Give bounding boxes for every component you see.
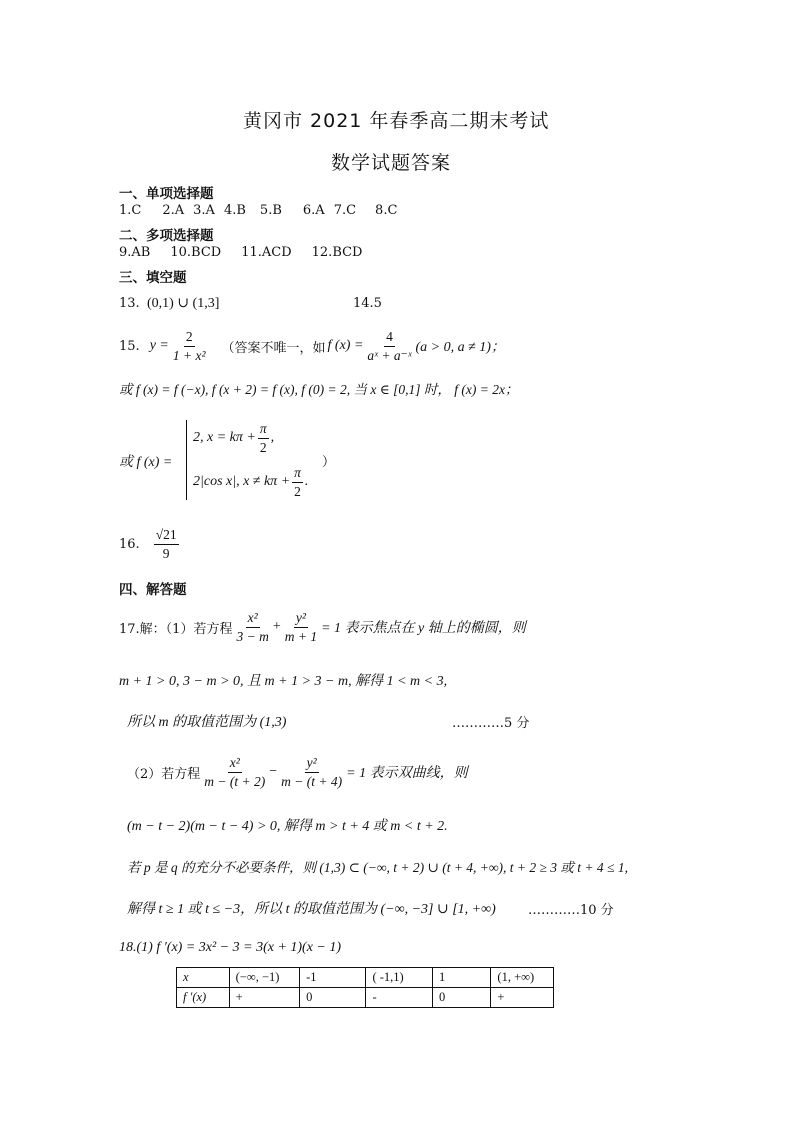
pi-over-two	[292, 465, 303, 500]
score-10: …………10 分	[528, 903, 614, 918]
table-cell: 0	[300, 988, 366, 1008]
answer-item: 3.A	[193, 203, 215, 218]
table-cell: (1, +∞)	[491, 968, 554, 988]
table-cell: (−∞, −1)	[229, 968, 299, 988]
multi-choice-answers	[119, 245, 362, 260]
q17-line6: 若 p 是 q 的充分不必要条件，则 (1,3) ⊂ (−∞, t + 2) ∪ (t + 4, +∞), t + 2 ≥ 3 或 t + 4 ≤ 1,	[127, 860, 628, 875]
q17-line7: 解得 t ≥ 1 或 t ≤ −3，所以 t 的取值范围为 (−∞, −3] ∪ [1, +∞)	[127, 902, 496, 917]
table-cell: -1	[300, 968, 366, 988]
fraction-numerator: π	[292, 465, 303, 483]
piecewise-brace	[186, 420, 187, 500]
pi-over-two	[258, 421, 269, 456]
q17-line1	[119, 606, 526, 648]
q15-piecewise-lead: 或 f (x) =	[119, 455, 173, 470]
table-cell: -	[366, 988, 433, 1008]
fraction-denominator: 3 − m	[236, 628, 269, 644]
section-multi-choice: 二、多项选择题	[119, 228, 214, 244]
fraction-numerator: π	[258, 421, 269, 439]
answer-item: 11.ACD	[241, 245, 292, 260]
answer-item: 9.AB	[119, 245, 151, 260]
fraction-numerator: 4	[384, 329, 395, 347]
q15-close: ）	[322, 455, 336, 470]
q15-line2: 或 f (x) = f (−x), f (x + 2) = f (x), f (0) = 2, 当 x ∈ [0,1] 时， f (x) = 2x；	[119, 382, 519, 397]
table-cell: f ′(x)	[177, 988, 230, 1008]
answer-item: 2.A	[162, 203, 185, 218]
q15-fraction-2	[365, 329, 413, 364]
q17-lead: 17.解：（1）若方程	[119, 621, 233, 637]
q15-case-2	[193, 462, 308, 502]
fraction-denominator: 1 + x²	[172, 347, 206, 363]
fraction-numerator: x²	[246, 610, 260, 628]
fraction-denominator: 2	[294, 483, 301, 499]
q17-fraction-d	[279, 755, 344, 790]
q15-condition: (a > 0, a ≠ 1)；	[415, 340, 505, 355]
section-solutions: 四、解答题	[119, 582, 187, 598]
table-cell: +	[491, 988, 554, 1008]
case-separator: .	[304, 474, 309, 489]
q16-line	[119, 522, 181, 566]
section-fill-blank: 三、填空题	[119, 270, 187, 286]
page-title: 黄冈市 2021 年春季高二期末考试	[243, 110, 550, 132]
fraction-denominator: aˣ + a⁻ˣ	[367, 347, 412, 363]
fraction-numerator: 2	[184, 329, 195, 347]
q15-y-eq: y =	[149, 338, 169, 353]
q17-eq2-tail: = 1 表示双曲线，则	[346, 766, 468, 781]
q17-line5: (m − t − 2)(m − t − 4) > 0, 解得 m > t + 4 或 m < t + 2.	[127, 819, 448, 834]
q14-answer: 14.5	[353, 296, 382, 311]
section-single-choice: 一、单项选择题	[119, 186, 214, 202]
score-5: …………5 分	[452, 716, 530, 731]
q17-fraction-c	[202, 755, 267, 790]
table-cell: 1	[433, 968, 491, 988]
fraction-numerator: y²	[294, 610, 308, 628]
q17-line2: m + 1 > 0, 3 − m > 0, 且 m + 1 > 3 − m, 解得 1 < m < 3,	[119, 674, 448, 689]
fraction-denominator: m − (t + 4)	[281, 773, 343, 789]
answer-item: 4.B	[223, 203, 246, 218]
table-cell: +	[229, 988, 299, 1008]
answer-item: 10.BCD	[170, 245, 222, 260]
plus-sign: +	[272, 619, 281, 634]
case-expression: 2|cos x|, x ≠ kπ +	[193, 474, 291, 489]
q17-line3: 所以 m 的取值范围为 (1,3)	[127, 715, 287, 730]
answer-item: 8.C	[375, 203, 398, 218]
table-cell: 0	[433, 988, 491, 1008]
q17-fraction-b	[283, 610, 319, 645]
table-cell: ( -1,1)	[366, 968, 433, 988]
q18-line1: 18.(1) f ′(x) = 3x² − 3 = 3(x + 1)(x − 1)	[119, 940, 342, 955]
q16-fraction	[154, 527, 179, 562]
answer-item: 6.A	[302, 203, 325, 218]
minus-sign: −	[269, 764, 278, 779]
fraction-numerator: y²	[305, 755, 319, 773]
fraction-denominator: 9	[162, 545, 170, 561]
q13-answer: (0,1) ∪ (1,3]	[147, 296, 220, 311]
answer-item: 5.B	[259, 203, 282, 218]
q15-note: （答案不唯一，如	[221, 340, 326, 356]
answer-item: 7.C	[333, 203, 357, 218]
q15-case-1	[193, 418, 274, 458]
fraction-denominator: m − (t + 2)	[204, 773, 266, 789]
q15-fx-eq: f (x) =	[327, 338, 364, 353]
table-row	[177, 988, 554, 1008]
q15-label: 15.	[119, 338, 140, 354]
case-separator: ,	[270, 430, 275, 445]
q15-line1	[119, 326, 505, 366]
fraction-denominator: m + 1	[284, 628, 318, 644]
single-choice-answers	[119, 203, 397, 218]
q16-label: 16.	[119, 536, 140, 552]
table-row	[177, 968, 554, 988]
fraction-numerator: √21	[154, 527, 179, 545]
q17-eq-tail: = 1 表示焦点在 y 轴上的椭圆，则	[321, 621, 526, 636]
page-subtitle: 数学试题答案	[331, 152, 452, 174]
case-expression: 2, x = kπ +	[193, 430, 256, 445]
sign-table	[176, 967, 554, 1008]
q13-label: 13.	[119, 296, 140, 311]
fraction-denominator: 2	[259, 439, 267, 455]
q17-part2-lead: （2）若方程	[127, 766, 201, 782]
table-cell: x	[177, 968, 230, 988]
fraction-numerator: x²	[228, 755, 242, 773]
q17-line4	[127, 751, 468, 793]
q17-fraction-a	[234, 610, 270, 645]
answer-item: 12.BCD	[311, 245, 363, 260]
answer-item: 1.C	[119, 203, 142, 218]
q15-fraction-1	[171, 329, 208, 364]
